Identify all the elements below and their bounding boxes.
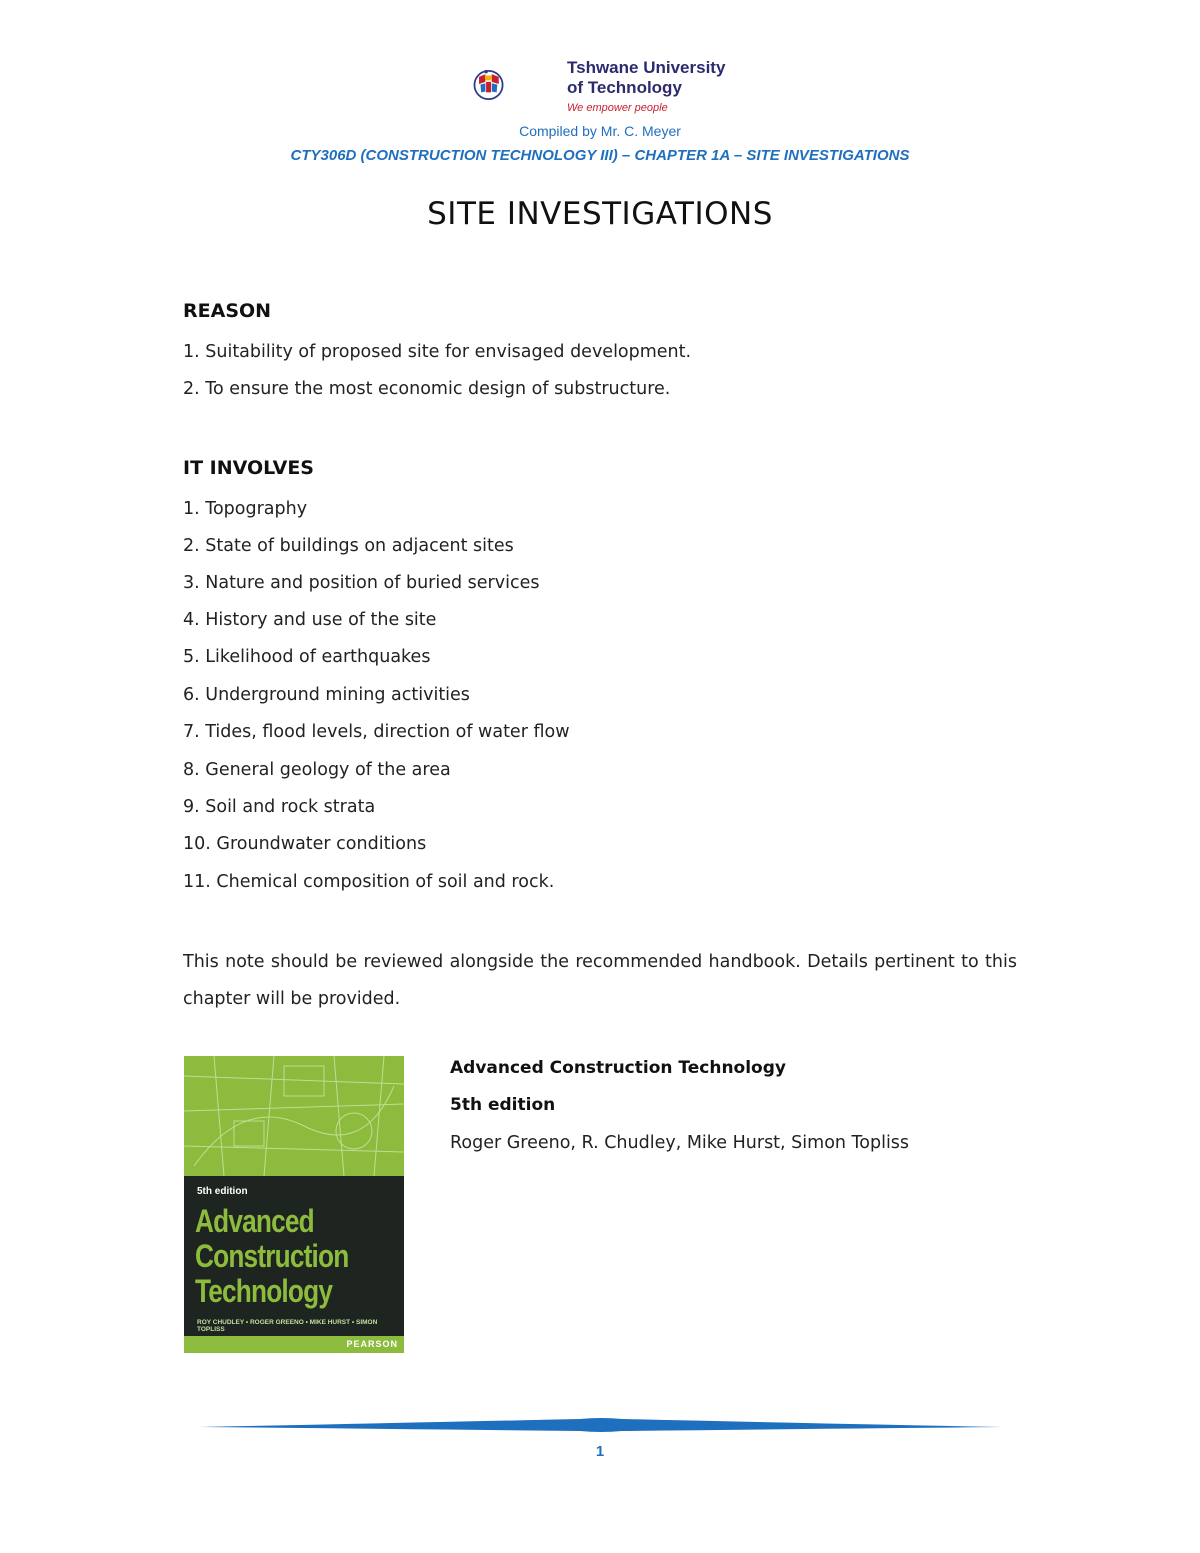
cover-edition: 5th edition <box>197 1186 248 1197</box>
involves-item: 11. Chemical composition of soil and rock. <box>183 872 555 892</box>
cover-title-line: Construction <box>195 1238 349 1274</box>
book-title: Advanced Construction Technology <box>450 1058 786 1078</box>
cover-title-line: Advanced <box>195 1203 314 1239</box>
involves-item: 4. History and use of the site <box>183 610 437 630</box>
involves-item: 10. Groundwater conditions <box>183 834 427 854</box>
involves-item: 7. Tides, flood levels, direction of water flow <box>183 722 570 742</box>
involves-item: 9. Soil and rock strata <box>183 797 376 817</box>
cover-title-line: Technology <box>195 1273 333 1309</box>
reason-heading: REASON <box>183 300 272 322</box>
reason-item: 1. Suitability of proposed site for envisaged development. <box>183 342 692 362</box>
university-name-line1: Tshwane University <box>567 58 726 77</box>
footer-divider <box>200 1415 1002 1435</box>
book-cover-image <box>184 1056 404 1353</box>
tut-emblem-icon <box>472 42 567 128</box>
involves-item: 8. General geology of the area <box>183 760 451 780</box>
involves-item: 2. State of buildings on adjacent sites <box>183 536 514 556</box>
page-number: 1 <box>595 1443 605 1460</box>
cover-publisher: PEARSON <box>346 1339 398 1349</box>
review-note: This note should be reviewed alongside the recommended handbook. Details pertinent to this chapter will be provided. <box>183 952 1017 1009</box>
book-edition: 5th edition <box>450 1095 556 1115</box>
involves-item: 1. Topography <box>183 499 308 519</box>
cover-title <box>195 1204 348 1309</box>
involves-item: 6. Underground mining activities <box>183 685 470 705</box>
involves-item: 5. Likelihood of earthquakes <box>183 647 431 667</box>
cover-blueprint-pattern <box>184 1056 404 1176</box>
involves-heading: IT INVOLVES <box>183 457 314 479</box>
involves-item: 3. Nature and position of buried services <box>183 573 540 593</box>
chapter-header: CTY306D (CONSTRUCTION TECHNOLOGY III) – CHAPTER 1A – SITE INVESTIGATIONS <box>290 147 910 164</box>
page-title: SITE INVESTIGATIONS <box>427 196 773 232</box>
cover-top-panel <box>184 1056 404 1176</box>
university-tagline: We empower people <box>567 102 668 114</box>
university-name-line2: of Technology <box>567 78 682 97</box>
reason-item: 2. To ensure the most economic design of substructure. <box>183 379 671 399</box>
compiled-by: Compiled by Mr. C. Meyer <box>519 123 681 139</box>
book-authors: Roger Greeno, R. Chudley, Mike Hurst, Simon Topliss <box>450 1133 910 1153</box>
cover-authors: ROY CHUDLEY • ROGER GREENO • MIKE HURST • SIMON TOPLISS <box>197 1319 378 1333</box>
